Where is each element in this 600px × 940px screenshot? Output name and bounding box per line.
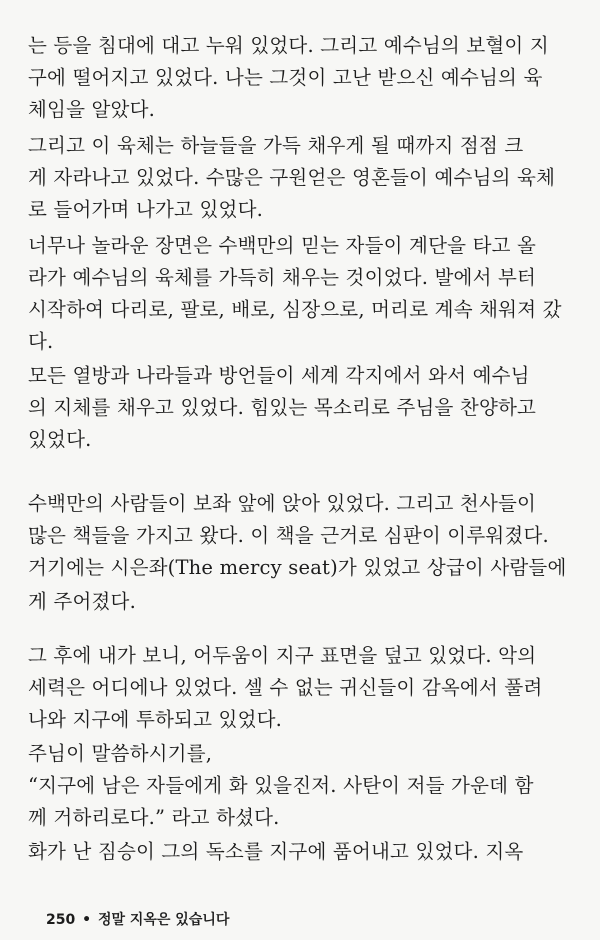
text-line: 게 자라나고 있었다. 수많은 구원얻은 영혼들이 예수님의 육체 bbox=[28, 166, 556, 189]
text-line: 시작하여 다리로, 팔로, 배로, 심장으로, 머리로 계속 채워져 갔 bbox=[28, 298, 562, 321]
text-line: 다. bbox=[28, 330, 54, 353]
text-line: 모든 열방과 나라들과 방언들이 세계 각지에서 와서 예수님 bbox=[28, 364, 530, 387]
text-line: 께 거하리로다.” 라고 하셨다. bbox=[28, 806, 280, 829]
text-line: 체임을 알았다. bbox=[28, 98, 156, 121]
page-footer bbox=[46, 909, 229, 929]
text-line: 수백만의 사람들이 보좌 앞에 앉아 있었다. 그리고 천사들이 bbox=[28, 492, 537, 515]
text-line: 그 후에 내가 보니, 어두움이 지구 표면을 덮고 있었다. 악의 bbox=[28, 644, 537, 667]
text-line: 라가 예수님의 육체를 가득히 채우는 것이었다. 발에서 부터 bbox=[28, 266, 537, 289]
text-line: 세력은 어디에나 있었다. 셀 수 없는 귀신들이 감옥에서 풀려 bbox=[28, 676, 543, 699]
text-line: 로 들어가며 나가고 있었다. bbox=[28, 198, 264, 221]
text-line: 는 등을 침대에 대고 누워 있었다. 그리고 예수님의 보혈이 지 bbox=[28, 34, 549, 57]
text-line: 그리고 이 육체는 하늘들을 가득 채우게 될 때까지 점점 크 bbox=[28, 134, 524, 157]
text-line: 주님이 말씀하시기를, bbox=[28, 742, 213, 765]
text-line: 화가 난 짐승이 그의 독소를 지구에 품어내고 있었다. 지옥 bbox=[28, 840, 524, 863]
text-line: 많은 책들을 가지고 왔다. 이 책을 근거로 심판이 이루워졌다. bbox=[28, 524, 549, 547]
text-line: 구에 떨어지고 있었다. 나는 그것이 고난 받으신 예수님의 육 bbox=[28, 66, 543, 89]
text-line: 게 주어졌다. bbox=[28, 590, 136, 613]
text-line: 너무나 놀라운 장면은 수백만의 믿는 자들이 계단을 타고 올 bbox=[28, 234, 537, 257]
footer-separator: • bbox=[82, 912, 92, 928]
text-line: 거기에는 시은좌(The mercy seat)가 있었고 상급이 사람들에 bbox=[28, 556, 567, 579]
text-line: 의 지체를 채우고 있었다. 힘있는 목소리로 주님을 찬양하고 bbox=[28, 396, 537, 419]
text-line: 있었다. bbox=[28, 428, 92, 451]
text-line: “지구에 남은 자들에게 화 있을진저. 사탄이 저들 가운데 함 bbox=[28, 774, 534, 797]
text-line: 나와 지구에 투하되고 있었다. bbox=[28, 708, 283, 731]
page-number: 250 bbox=[46, 912, 76, 928]
book-title: 정말 지옥은 있습니다 bbox=[97, 912, 230, 928]
